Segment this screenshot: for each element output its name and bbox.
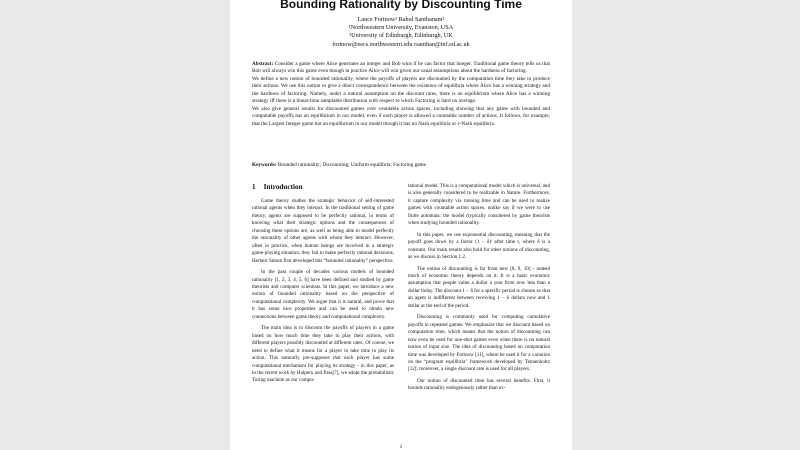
keywords — [252, 162, 550, 169]
affiliation-2: ²University of Edinburgh, Edinburgh, UK — [349, 32, 453, 40]
author-block — [252, 16, 550, 49]
body-paragraph: In this paper, we use exponential discounting, meaning that the payoff goes down by a factor (1 − δ)ᵗ after time t, where δ is a constant. Our main results also hold for other notions of discounting, as we discuss in Section 1.2. — [408, 231, 550, 261]
section-title: Introduction — [263, 183, 303, 191]
abstract-text-1: Consider a game where Alice generates an integer and Bob wins if he can factor that integer. Traditional game theory tells us that Bob will always win this game even though in practice Alice will win given our usual assumptions about the hardness of factoring. — [252, 61, 550, 75]
left-column — [252, 198, 394, 389]
abstract-paragraph: We also give general results for discounted games over countable action spaces, including showing that any game with bounded and computable payoffs has an equilibrium in our model, even if each player is allowed a countable number of actions. It follows, for example, that the Largest Integer game has an equilibrium in our model though it has no Nash equilibria or ε-Nash equilibria. — [252, 105, 550, 127]
section-heading — [252, 183, 303, 191]
right-column — [408, 183, 550, 397]
body-paragraph: Game theory studies the strategic behavior of self-interested rational agents when they interact. In the traditional setting of game theory, agents are supposed to be perfectly rational, in terms of knowing what their strategic options and the consequences of choosing these options are, as well as being able to model perfectly the rationality of other agents with whom they interact. However, often in practice, when human beings are involved in a strategic game-playing situation, they fail to make perfectly rational decisions. Herbert Simon first developed this “bounded rationality” perspective. — [252, 198, 394, 264]
paper-page — [230, 0, 572, 450]
author-emails: fortnow@eecs.northwestern.edu rsanthan@inf.ed.ac.uk — [332, 40, 470, 48]
body-paragraph: tational model. This is a computational model which is universal, and is also generally considered to be realizable in Nature. Furthermore, it capture complexity via running time and can be used to realize games with countable action spaces, unlike say if we were to use finite automata: the model (typically considered by game theorists when studying bounded rationality. — [408, 183, 550, 227]
paper-title: Bounding Rationality by Discounting Time — [280, 0, 522, 11]
body-paragraph: Our notion of discounted time has several benefits. First, it bounds rationality endogenously rather than ex- — [408, 377, 550, 392]
keywords-text: Bounded rationality; Discounting; Uniform equilibria; Factoring game — [277, 162, 426, 168]
author-names: Lance Fortnow¹ Rahul Santhanam² — [357, 16, 445, 23]
page-number: 1 — [399, 444, 403, 450]
abstract-label: Abstract: — [252, 61, 274, 67]
body-paragraph: The main idea is to discount the payoffs of players in a game based on how much time they take to play their actions, with different players possibly discounted at different rates. Of course, we need to define what it means for a player to take time to play its action. This naturally pre-supposes that each player has some computational mechanism for playing its strategy - in this paper, as in the recent work by Halpern and Pass[7], we adopt the probabilistic Turing machine as our compu- — [252, 325, 394, 384]
abstract-paragraph — [252, 61, 550, 76]
body-paragraph: Discounting is commonly used for computing cumulative payoffs in repeated games. We emphasize that we discount based on computation time, which means that the notion of discounting can now even be used for one-shot games even when there is no natural notion of input size. The idea of discounting based on computation time was developed by Fortnow [11], where he used it for a variation on the “program equilibria” framework developed by Tennenholtz [12]; moreover, a single discount rate is used for all players. — [408, 314, 550, 373]
keywords-label: Keywords: — [252, 162, 277, 168]
affiliation-1: ¹Northwestern University, Evanston, USA — [348, 24, 454, 32]
body-paragraph: In the past couple of decades various models of bounded rationality [1, 2, 3, 4, 5, 6] have been defined and studied by game theorists and computer scientists. In this paper, we introduce a new notion of bounded rationality based on the perspective of computational complexity. We argue that it is natural, and prove that it has some nice properties and can be used to obtain new connections between game theory and computational complexity. — [252, 269, 394, 320]
abstract-paragraph: We define a new notion of bounded rationality, where the payoffs of players are discounted by the computation time they take to produce their actions. We use this notion to give a direct correspondence between the existence of equilibria where Alice has a winning strategy and the hardness of factoring. Namely, under a natural assumption on the discount rates, there is an equilibrium where Alice has a winning strategy iff there is a linear-time samplable distribution with respect to which Factoring is hard on average. — [252, 75, 550, 105]
body-paragraph: The notion of discounting is far from new [8, 9, 10] - indeed much of economic theory depends on it. It is a basic economic assumption that people value a dollar a year from now less than a dollar today. The discount 1 − δ for a specific period is chosen so that an agent is indifferent between receiving 1 − δ dollars now and 1 dollar at the end of the period. — [408, 265, 550, 309]
abstract — [252, 61, 550, 128]
section-number: 1 — [252, 183, 256, 191]
